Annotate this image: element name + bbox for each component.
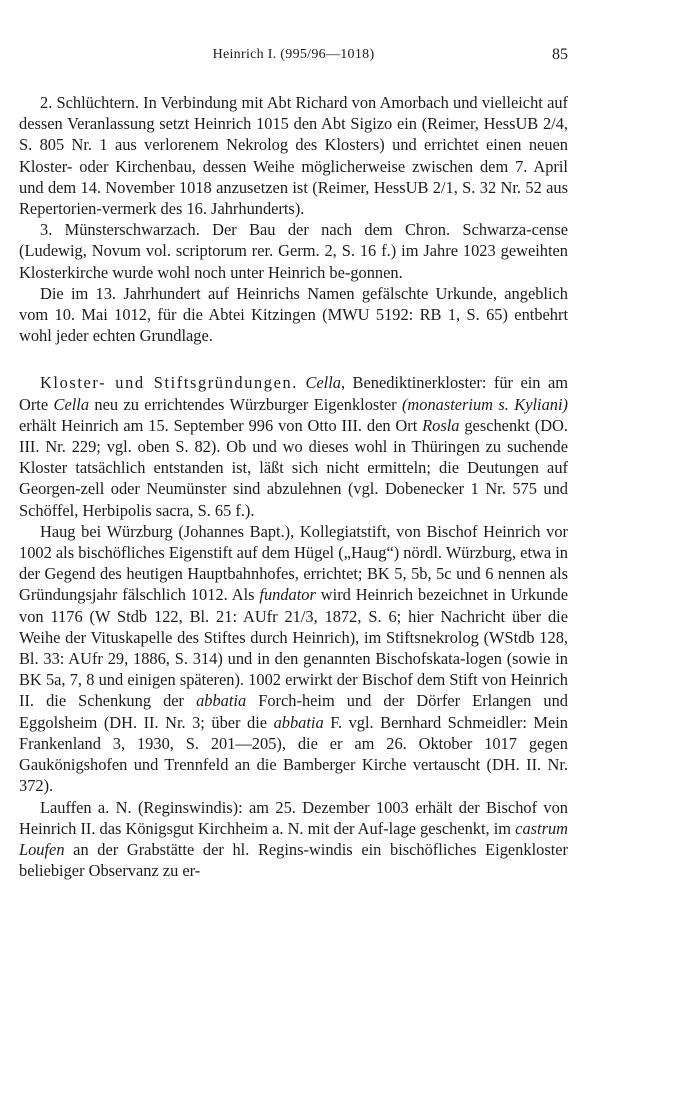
paragraph-kitzingen: Die im 13. Jahrhundert auf Heinrichs Namen gefälschte Urkunde, angeblich vom 10. Mai 1012, für die Abtei Kitzingen (MWU 5192: RB 1, S. 65) entbehrt wohl jeder echten Grundlage. bbox=[19, 283, 568, 346]
paragraph-haug: Haug bei Würzburg (Johannes Bapt.), Kollegiatstift, von Bischof Heinrich vor 1002 als bischöfliches Eigenstift auf dem Hügel („Haug“) nördl. Würzburg, etwa in der Gegend des heutigen Hauptbahnhofes, errichtet; BK 5, 5b, 5c und 6 nennen als Gründungsjahr fälschlich 1012. Als fundator wird Heinrich bezeichnet in Urkunde von 1176 (W Stdb 122, Bl. 21: AUfr 21/3, 1872, S. 6; hier Nachricht über die Weihe der Vituskapelle des Stiftes durch Heinrich), im Stiftsnekrolog (WStdb 128, Bl. 33: AUfr 29, 1886, S. 314) und in den genannten Bischofskata-logen (sowie in BK 5a, 7, 8 und einigen späteren). 1002 erwirkt der Bischof dem Stift von Heinrich II. die Schenkung der abbatia Forch-heim und der Dörfer Erlangen und Eggolsheim (DH. II. Nr. 3; über die abbatia F. vgl. Bernhard Schmeidler: Mein Frankenland 3, 1930, S. 201—205), die er am 26. Oktober 1017 gegen Gaukönigshofen und Trennfeld an die Bamberger Kirche vertauscht (DH. II. Nr. 372). bbox=[19, 521, 568, 796]
page-number: 85 bbox=[552, 46, 568, 63]
paragraph-lauffen: Lauffen a. N. (Reginswindis): am 25. Dezember 1003 erhält der Bischof von Heinrich II. das Königsgut Kirchheim a. N. mit der Auf-lage geschenkt, im castrum Loufen an der Grabstätte der hl. Regins-windis ein bischöfliches Eigenkloster beliebiger Observanz zu er- bbox=[19, 797, 568, 881]
section-spacer bbox=[19, 346, 568, 372]
section-heading: Kloster- und Stiftsgründungen. bbox=[40, 373, 298, 393]
page-body bbox=[19, 92, 568, 881]
paragraph-muensterschwarzach: 3. Münsterschwarzach. Der Bau der nach dem Chron. Schwarza-cense (Ludewig, Novum vol. scriptorum rer. Germ. 2, S. 16 f.) im Jahre 1023 geweihten Klosterkirche wurde wohl noch unter Heinrich be-gonnen. bbox=[19, 220, 568, 282]
running-head bbox=[19, 44, 568, 68]
running-head-title: Heinrich I. (995/96—1018) bbox=[212, 47, 375, 62]
paragraph-schluechtern: 2. Schlüchtern. In Verbindung mit Abt Richard von Amorbach und vielleicht auf dessen Veranlassung setzt Heinrich 1015 den Abt Sigizo ein (Reimer, HessUB 2/4, S. 805 Nr. 1 aus verlorenem Nekrolog des Klosters) und errichtet einen neuen Kloster- oder Kirchenbau, dessen Weihe möglicherweise zwischen dem 7. April und dem 14. November 1018 anzusetzen ist (Reimer, HessUB 2/1, S. 32 Nr. 52 aus Repertorien-vermerk des 16. Jahrhunderts). bbox=[19, 93, 568, 219]
paragraph-cella: Kloster- und Stiftsgründungen. Cella, Benediktinerkloster: für ein am Orte Cella neu zu errichtendes Würzburger Eigenkloster (monasterium s. Kyliani) erhält Heinrich am 15. September 996 von Otto III. den Ort Rosla geschenkt (DO. III. Nr. 229; vgl. oben S. 82). Ob und wo dieses wohl in Thüringen zu suchende Kloster tatsächlich entstanden ist, läßt sich nicht ermitteln; die Deutungen auf Georgen-zell oder Neumünster sind abzulehnen (vgl. Dobenecker 1 Nr. 575 und Schöffel, Herbipolis sacra, S. 65 f.). bbox=[19, 373, 568, 520]
